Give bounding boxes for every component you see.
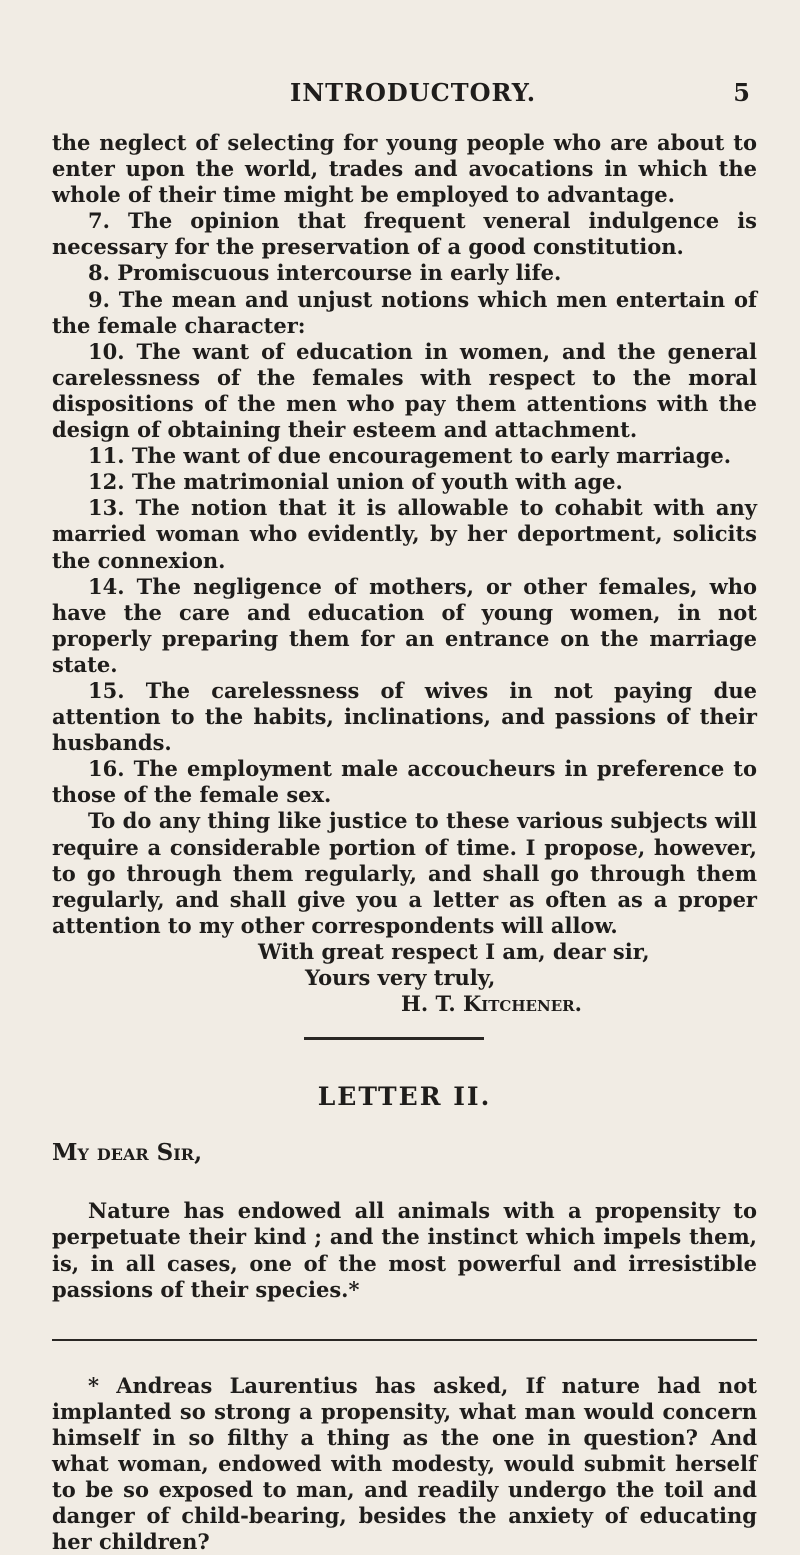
paragraph: 16. The employment male accoucheurs in preference to those of the female sex. xyxy=(52,756,757,808)
paragraph: 9. The mean and unjust notions which men entertain of the female character: xyxy=(52,286,757,338)
paragraph: 13. The notion that it is allowable to cohabit with any married woman who evidently, by her deportment, solicits the connexion. xyxy=(52,495,757,573)
letter-heading: LETTER II. xyxy=(317,1082,492,1112)
page-number: 5 xyxy=(733,78,750,107)
paragraph: the neglect of selecting for young people who are about to enter upon the world, trades and avocations in which the whole of their time might be employed to advantage. xyxy=(52,130,757,208)
paragraph: 12. The matrimonial union of youth with age. xyxy=(88,469,623,495)
paragraph: 10. The want of education in women, and the general carelessness of the females with respect to the moral dispositions of the men who pay them attentions with the design of obtaining their esteem and attachment. xyxy=(52,338,757,443)
running-header: INTRODUCTORY. xyxy=(290,78,537,107)
section-divider xyxy=(304,1037,484,1040)
closing-line: Yours very truly, xyxy=(305,965,496,990)
closing-line: With great respect I am, dear sir, xyxy=(258,938,650,964)
paragraph: To do any thing like justice to these various subjects will require a considerable portion of time. I propose, however, to go through them regularly, and shall go through them regularly, and shall give you a letter as often as a proper attention to my other correspondents will allow. xyxy=(52,808,757,938)
paragraph: 14. The negligence of mothers, or other females, who have the care and education of young women, in not properly preparing them for an entrance on the marriage state. xyxy=(52,573,757,677)
footnote: * Andreas Laurentius has asked, If nature had not implanted so strong a propensity, what man would concern himself in so filthy a thing as the one in question? And what woman, endowed with modesty, would submit herself to be so exposed to man, and readily undergo the toil and danger of child-bearing, besides the anxiety of educating her children? xyxy=(52,1372,757,1555)
footnote-divider xyxy=(52,1339,757,1341)
signature: H. T. Kitchener. xyxy=(401,991,582,1017)
paragraph: 8. Promiscuous intercourse in early life. xyxy=(88,260,562,286)
letter-paragraph: Nature has endowed all animals with a propensity to perpetuate their kind ; and the instinct which impels them, is, in all cases, one of the most powerful and irresistible passions of their species.* xyxy=(52,1198,757,1302)
salutation: My dear Sir, xyxy=(52,1139,203,1167)
page-body xyxy=(52,130,757,1555)
paragraph: 7. The opinion that frequent veneral indulgence is necessary for the preservation of a good constitution. xyxy=(52,208,757,260)
paragraph: 15. The carelessness of wives in not paying due attention to the habits, inclinations, and passions of their husbands. xyxy=(52,677,757,756)
paragraph: 11. The want of due encouragement to early marriage. xyxy=(88,443,732,469)
